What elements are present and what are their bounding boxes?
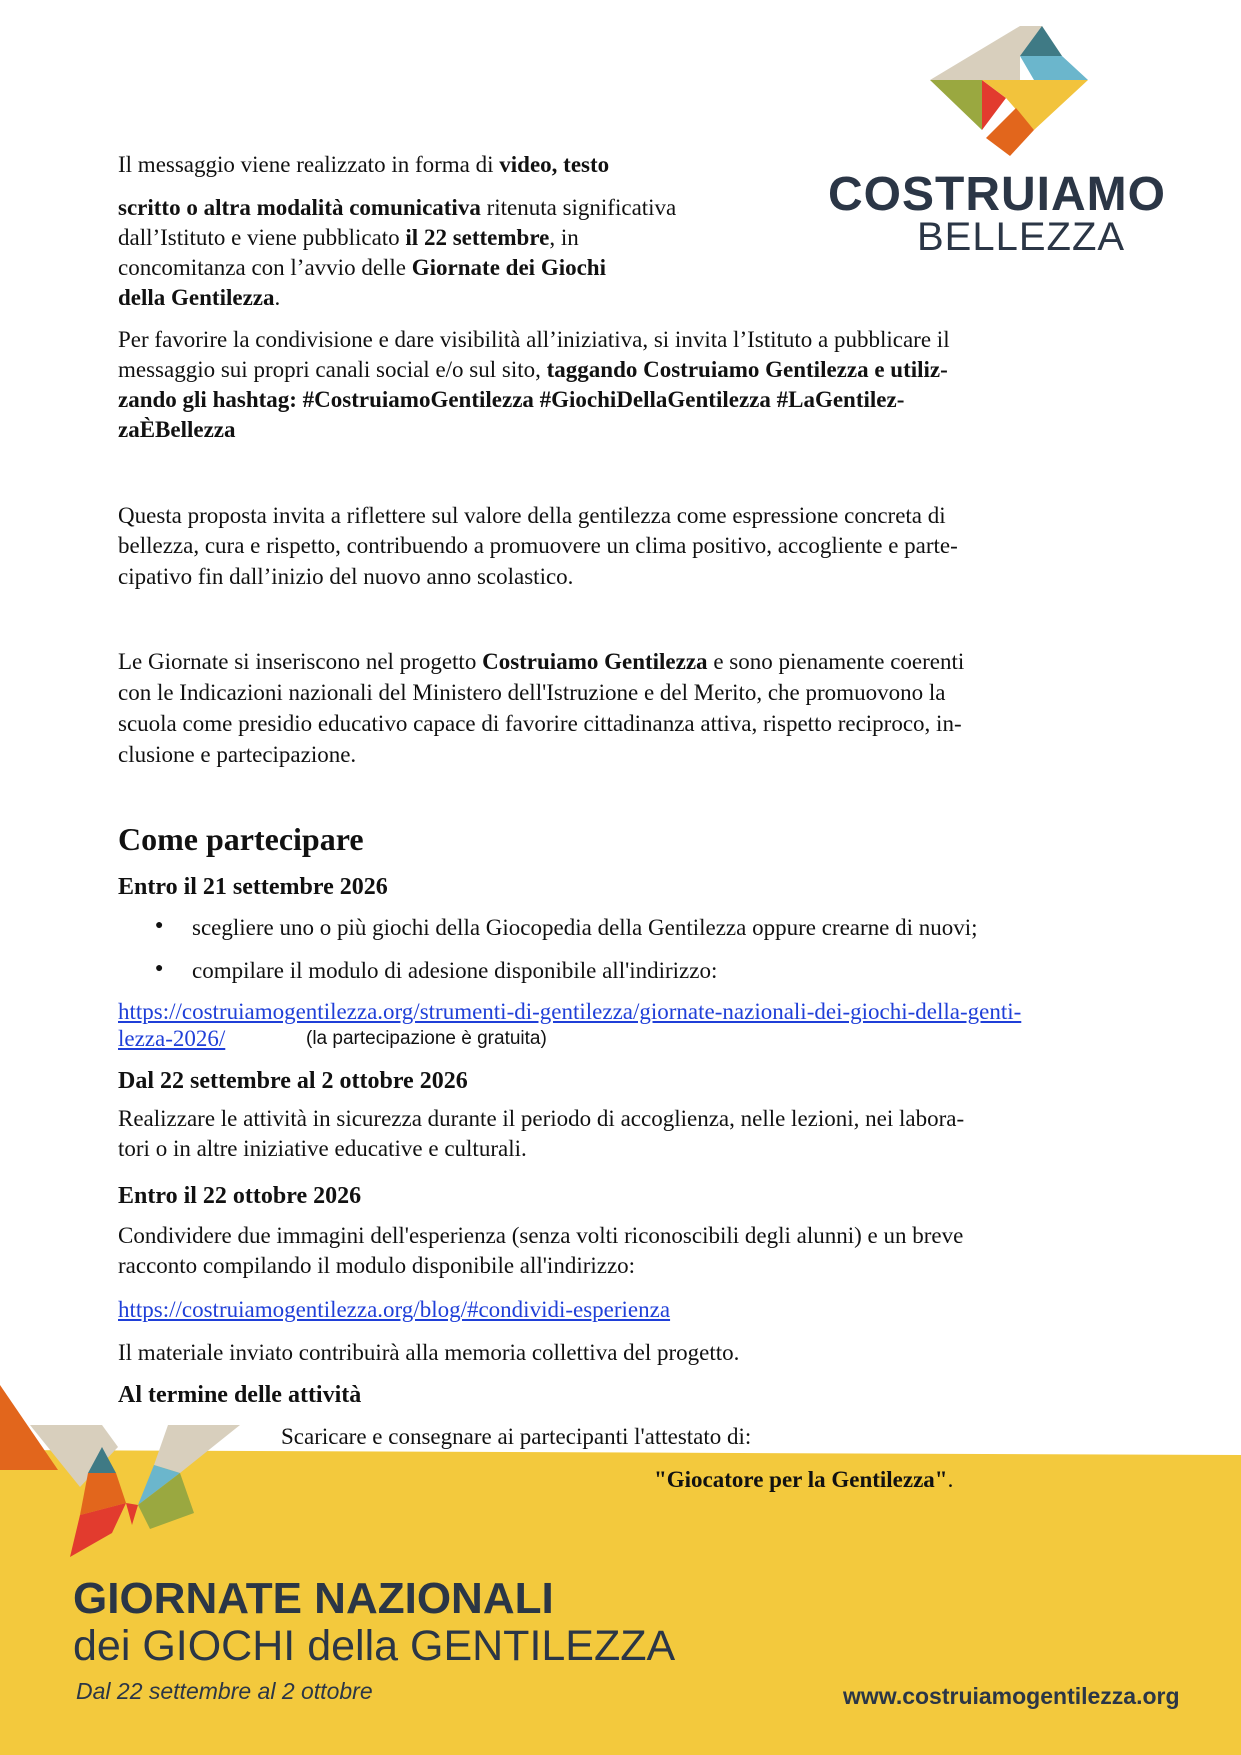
intro-line-3 — [118, 223, 579, 253]
intro-text: Il messaggio viene realizzato in forma di — [118, 152, 500, 177]
step3-line-3: Il materiale inviato contribuirà alla memoria collettiva del progetto. — [118, 1340, 740, 1365]
bullet-dot: ● — [155, 961, 164, 976]
p4-line-2: con le Indicazioni nazionali del Ministero dell'Istruzione e del Merito, che promuovono la — [118, 680, 946, 705]
subtitle-part: dei — [73, 1622, 143, 1670]
tangram-logo-icon — [930, 20, 1110, 180]
step3-line-1: Condividere due immagini dell'esperienza (senza volti riconoscibili degli alunni) e un breve — [118, 1223, 964, 1248]
step4-line-1: Scaricare e consegnare ai partecipanti l'attestato di: — [281, 1424, 752, 1449]
intro-text: , in — [549, 225, 579, 250]
adesione-link-line-1[interactable]: https://costruiamogentilezza.org/strumenti-di-gentilezza/giornate-nazionali-dei-giochi-della-genti- — [118, 999, 1022, 1024]
step2-title: Dal 22 settembre al 2 ottobre 2026 — [118, 1068, 468, 1094]
intro-bold: della Gentilezza — [118, 285, 275, 310]
logo-line2: BELLEZZA — [917, 215, 1126, 259]
subtitle-part: della — [295, 1622, 410, 1670]
attestato-dot: . — [947, 1467, 954, 1492]
p3-line-1: Questa proposta invita a riflettere sul valore della gentilezza come espressione concreta di — [118, 503, 946, 528]
step1-title: Entro il 21 settembre 2026 — [118, 874, 388, 900]
step3-title: Entro il 22 ottobre 2026 — [118, 1183, 362, 1209]
share-line-4 — [118, 415, 236, 445]
step3-line-2: racconto compilando il modulo disponibile all'indirizzo: — [118, 1253, 636, 1278]
intro-bold: Giornate dei Giochi — [411, 255, 606, 280]
subtitle-part: GIOCHI — [142, 1622, 296, 1670]
subtitle-part: GENTILEZZA — [410, 1622, 676, 1670]
footer-website[interactable]: www.costruiamogentilezza.org — [843, 1683, 1180, 1709]
section-title: Come partecipare — [118, 821, 364, 857]
share-text: messaggio sui propri canali social e/o sul sito, — [118, 357, 547, 382]
intro-text: dall’Istituto e viene pubblicato — [118, 225, 406, 250]
intro-line-5 — [118, 283, 280, 313]
p4-line-1 — [118, 647, 964, 677]
hashtags: zaÈBellezza — [118, 417, 236, 442]
hashtags: zando gli hashtag: #CostruiamoGentilezza #GiochiDellaGentilezza #LaGentilez- — [118, 387, 905, 412]
p4-text: Le Giornate si inseriscono nel progetto — [118, 649, 483, 674]
bullet-dot: ● — [155, 918, 164, 933]
p4-bold: Costruiamo Gentilezza — [482, 649, 708, 674]
gratuita-note: (la partecipazione è gratuita) — [306, 1028, 547, 1049]
attestato-quote: "Giocatore per la Gentilezza" — [654, 1467, 948, 1492]
share-bold: taggando Costruiamo Gentilezza e utiliz- — [546, 357, 948, 382]
intro-bold: scritto o altra modalità comunicativa — [118, 195, 481, 220]
logo-line1: COSTRUIAMO — [828, 168, 1166, 221]
intro-bold: video, testo — [499, 152, 610, 177]
intro-line-1 — [118, 150, 609, 180]
p4-text: e sono pienamente coerenti — [707, 649, 965, 674]
share-line-1: Per favorire la condivisione e dare visibilità all’iniziativa, si invita l’Istituto a pubblicare il — [118, 327, 950, 352]
step2-line-2: tori o in altre iniziative educative e culturali. — [118, 1136, 527, 1161]
intro-text: concomitanza con l’avvio delle — [118, 255, 412, 280]
share-line-2 — [118, 355, 948, 385]
p3-line-3: cipativo fin dall’inizio del nuovo anno scolastico. — [118, 564, 574, 589]
bullet-item-1: scegliere uno o più giochi della Giocopedia della Gentilezza oppure crearne di nuovi; — [192, 915, 978, 940]
intro-line-4 — [118, 253, 606, 283]
footer-dates: Dal 22 settembre al 2 ottobre — [76, 1678, 373, 1704]
footer-subtitle — [73, 1622, 675, 1670]
step2-line-1: Realizzare le attività in sicurezza durante il periodo di accoglienza, nelle lezioni, nei labora- — [118, 1106, 965, 1131]
p3-line-2: bellezza, cura e rispetto, contribuendo a promuovere un clima positivo, accogliente e parte- — [118, 533, 958, 558]
intro-text: ritenuta significativa — [480, 195, 677, 220]
logo-costruiamo-bellezza — [828, 20, 1170, 280]
p4-line-3: scuola come presidio educativo capace di favorire cittadinanza attiva, rispetto reciproco, in- — [118, 711, 962, 736]
bullet-item-2: compilare il modulo di adesione disponibile all'indirizzo: — [192, 958, 718, 983]
intro-text: . — [274, 285, 281, 310]
intro-bold: il 22 settembre — [405, 225, 550, 250]
footer-title: GIORNATE NAZIONALI — [73, 1574, 554, 1623]
intro-line-2 — [118, 193, 676, 223]
p4-line-4: clusione e partecipazione. — [118, 742, 357, 767]
adesione-link-line-2[interactable]: lezza-2026/ — [118, 1026, 226, 1051]
share-line-3 — [118, 385, 904, 415]
butterfly-logo-icon — [30, 1425, 240, 1570]
step4-title: Al termine delle attività — [118, 1382, 362, 1408]
condividi-link[interactable]: https://costruiamogentilezza.org/blog/#condividi-esperienza — [118, 1297, 671, 1322]
attestato-title — [654, 1465, 953, 1495]
